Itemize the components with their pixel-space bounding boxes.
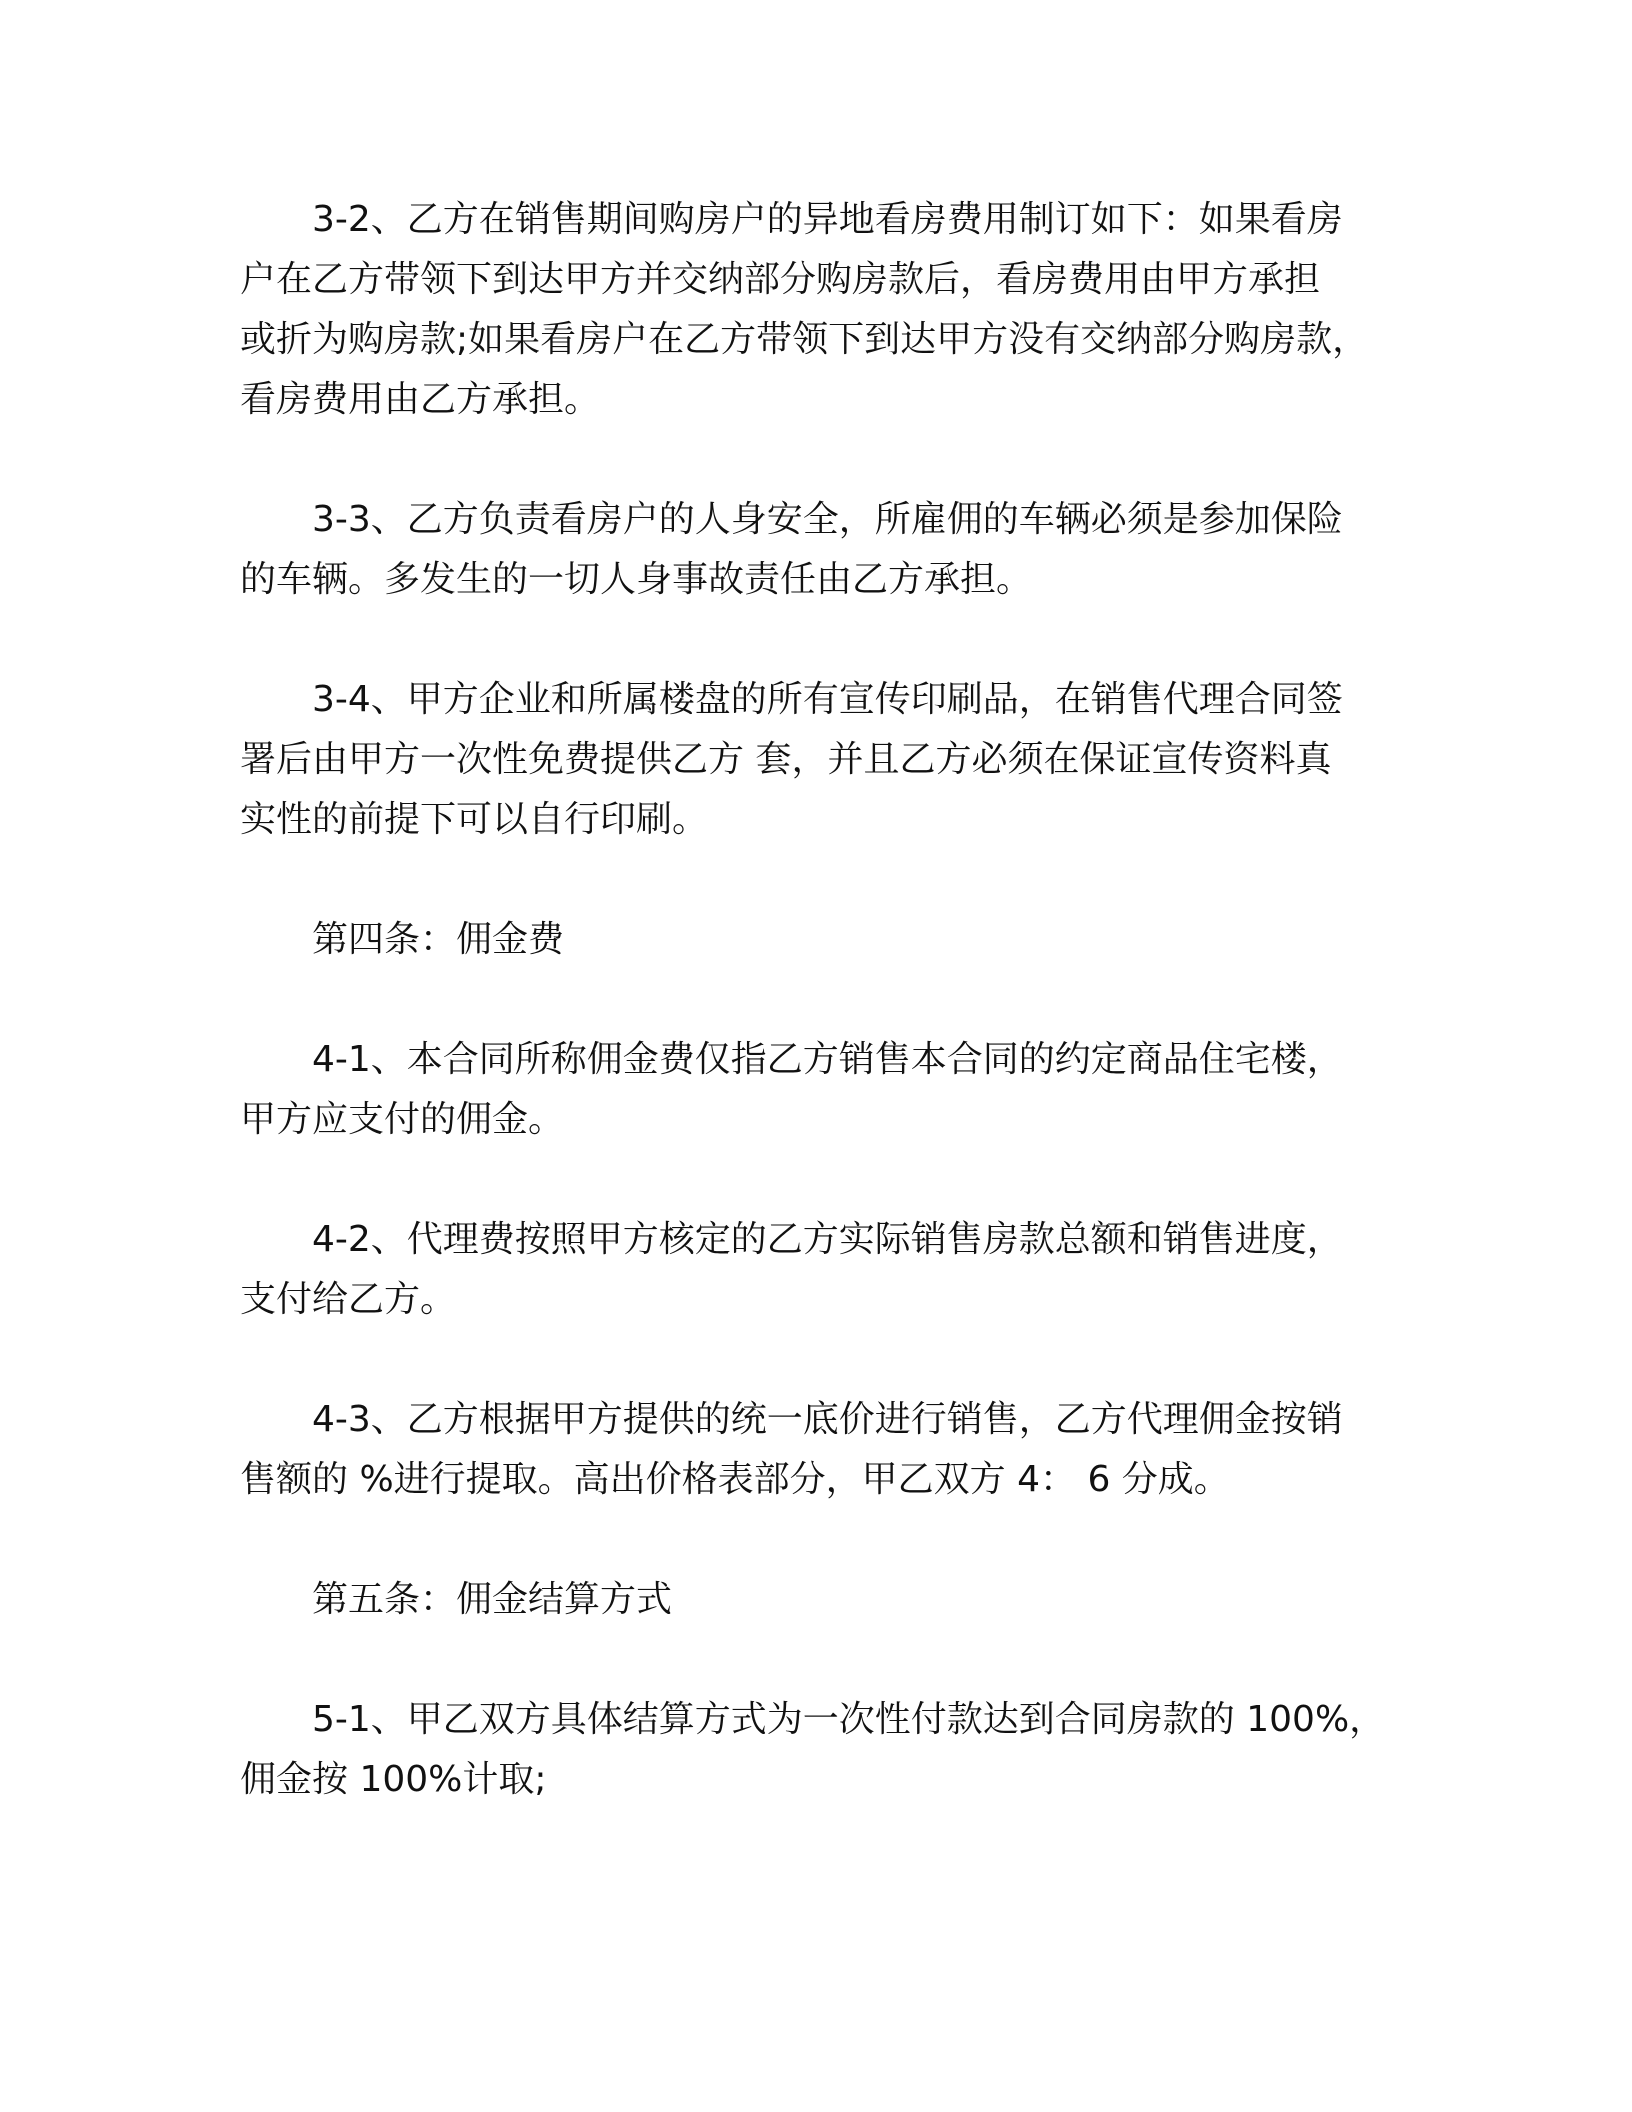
clause-3-4: [240, 670, 1392, 850]
text-line: 3-2、乙方在销售期间购房户的异地看房费用制订如下：如果看房: [312, 199, 1343, 240]
article-4-heading: 第四条：佣金费: [312, 919, 565, 960]
article-5-heading: 第五条：佣金结算方式: [312, 1579, 673, 1620]
text-line: 实性的前提下可以自行印刷。: [240, 799, 709, 840]
clause-3-2: [240, 190, 1392, 430]
text-line: 售额的 %进行提取。高出价格表部分，甲乙双方 4： 6 分成。: [240, 1459, 1230, 1500]
clause-3-3: [240, 490, 1392, 610]
text-line: 或折为购房款;如果看房户在乙方带领下到达甲方没有交纳部分购房款，: [240, 319, 1369, 360]
text-line: 4-2、代理费按照甲方核定的乙方实际销售房款总额和销售进度，: [312, 1219, 1343, 1260]
text-line: 4-3、乙方根据甲方提供的统一底价进行销售，乙方代理佣金按销: [312, 1399, 1343, 1440]
clause-4-2: [240, 1210, 1392, 1330]
text-line: 户在乙方带领下到达甲方并交纳部分购房款后，看房费用由甲方承担: [240, 259, 1321, 300]
text-line: 3-3、乙方负责看房户的人身安全，所雇佣的车辆必须是参加保险: [312, 499, 1343, 540]
text-line: 支付给乙方。: [240, 1279, 457, 1320]
text-line: 4-1、本合同所称佣金费仅指乙方销售本合同的约定商品住宅楼，: [312, 1039, 1343, 1080]
clause-4-3: [240, 1390, 1392, 1510]
clause-4-1: [240, 1030, 1392, 1150]
document-body: [240, 190, 1392, 1810]
clause-5-1: [240, 1690, 1392, 1810]
text-line: 甲方应支付的佣金。: [240, 1099, 565, 1140]
text-line: 5-1、甲乙双方具体结算方式为一次性付款达到合同房款的 100%，: [312, 1699, 1386, 1740]
text-line: 佣金按 100%计取;: [240, 1759, 547, 1800]
text-line: 的车辆。多发生的一切人身事故责任由乙方承担。: [240, 559, 1033, 600]
text-line: 3-4、甲方企业和所属楼盘的所有宣传印刷品，在销售代理合同签: [312, 679, 1343, 720]
text-line: 看房费用由乙方承担。: [240, 379, 601, 420]
text-line: 署后由甲方一次性免费提供乙方 套，并且乙方必须在保证宣传资料真: [240, 739, 1332, 780]
